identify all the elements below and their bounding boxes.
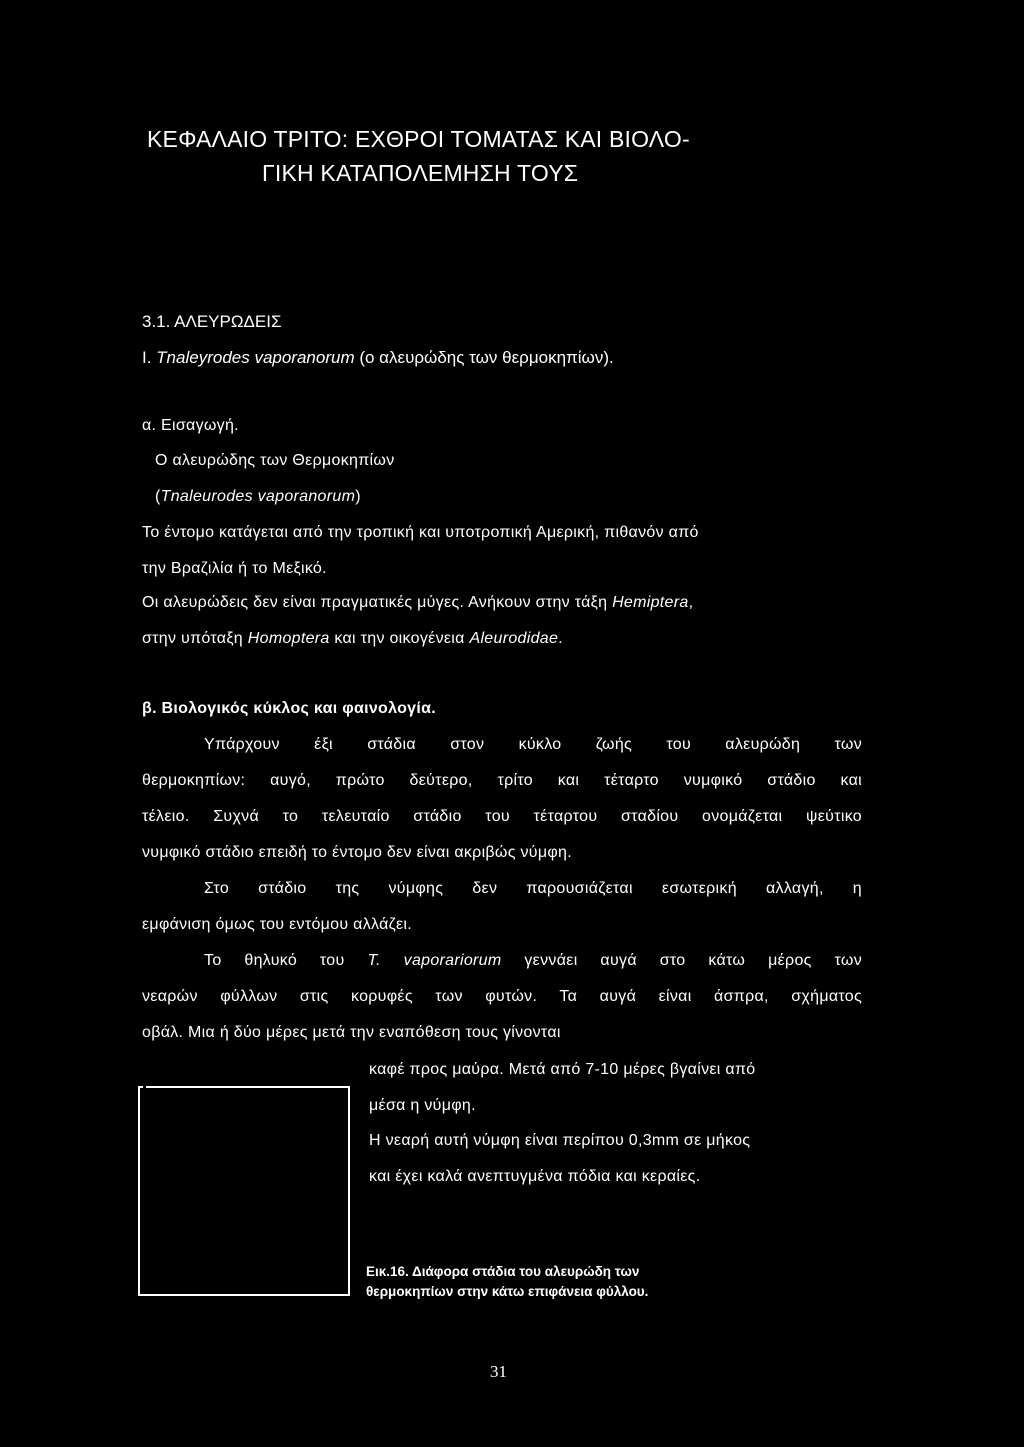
p3-line1-text: Το θηλυκό του — [204, 952, 368, 969]
order-name: Hemiptera — [612, 594, 689, 611]
biology-p3-line2: νεαρών φύλλων στις κορυφές των φυτών. Τα αυγά είναι άσπρα, σχήματος — [142, 988, 862, 1005]
intro-line6 — [142, 630, 563, 648]
biology-p3-line7: και έχει καλά ανεπτυγμένα πόδια και κεραίες. — [369, 1168, 701, 1185]
intro-line5 — [142, 594, 693, 612]
biology-p1-line1: Υπάρχουν έξι στάδια στον κύκλο ζωής του αλευρώδη των — [204, 736, 862, 753]
intro-line5-text: Οι αλευρώδεις δεν είναι πραγματικές μύγες. Ανήκουν στην τάξη — [142, 594, 613, 611]
biology-p2-line1: Στο στάδιο της νύμφης δεν παρουσιάζεται εσωτερική αλλαγή, η — [204, 880, 862, 897]
figure-caption-line2: θερμοκηπίων στην κάτω επιφάνεια φύλλου. — [366, 1284, 649, 1299]
intro-heading: α. Εισαγωγή. — [142, 417, 239, 434]
intro-line1: Ο αλευρώδης των Θερμοκηπίων — [155, 452, 395, 469]
biology-p2-line2: εμφάνιση όμως του εντόμου αλλάζει. — [142, 916, 413, 933]
biology-p3-line5: μέσα η νύμφη. — [369, 1097, 476, 1114]
biology-p3-line3: οβάλ. Μια ή δύο μέρες μετά την εναπόθεση τους γίνονται — [142, 1024, 561, 1041]
p3-line1-species: T. vaporariorum — [367, 952, 502, 969]
section-title: 3.1. ΑΛΕΥΡΩΔΕΙΣ — [142, 312, 282, 331]
intro-line6-text: στην υπόταξη — [142, 630, 248, 647]
subsection-suffix: (ο αλευρώδης των θερμοκηπίων). — [354, 348, 614, 367]
paren-open: ( — [155, 488, 161, 505]
suborder-name: Homoptera — [247, 630, 330, 647]
biology-p1-line4: νυμφικό στάδιο επειδή το έντομο δεν είναι ακριβώς νύμφη. — [142, 844, 572, 861]
intro-line2 — [155, 488, 361, 506]
paren-close: ) — [355, 488, 361, 505]
p3-line1-text2: γεννάει αυγά στο κάτω μέρος των — [501, 952, 863, 969]
family-name: Aleurodidae — [469, 630, 559, 647]
chapter-title-line1: ΚΕΦΑΛΑΙΟ ΤΡΙΤΟ: ΕΧΘΡΟΙ ΤΟΜΑΤΑΣ ΚΑΙ ΒΙΟΛΟ- — [147, 126, 690, 152]
figure-caption-line1: Εικ.16. Διάφορα στάδια του αλευρώδη των — [366, 1264, 640, 1279]
figure-frame-gap — [143, 1086, 146, 1186]
subsection-prefix: Ι. — [142, 348, 157, 367]
intro-line4: την Βραζιλία ή το Μεξικό. — [142, 560, 327, 577]
biology-p3-line6: Η νεαρή αυτή νύμφη είναι περίπου 0,3mm σε μήκος — [369, 1132, 751, 1149]
biology-heading: β. Βιολογικός κύκλος και φαινολογία. — [142, 700, 436, 717]
biology-p3-line4: καφέ προς μαύρα. Μετά από 7-10 μέρες βγαίνει από — [369, 1061, 756, 1078]
intro-line3: Το έντομο κατάγεται από την τροπική και υποτροπική Αμερική, πιθανόν από — [142, 524, 699, 541]
intro-line6-period: . — [558, 630, 563, 647]
intro-species: Tnaleurodes vaporanorum — [160, 488, 356, 505]
subsection-title — [142, 348, 614, 368]
biology-p1-line2: θερμοκηπίων: αυγό, πρώτο δεύτερο, τρίτο και τέταρτο νυμφικό στάδιο και — [142, 772, 862, 789]
subsection-species: Tnaleyrodes vaporanorum — [156, 348, 355, 367]
biology-p3-line1 — [204, 952, 862, 970]
page-number: 31 — [490, 1362, 507, 1381]
chapter-title-line2: ΓΙΚΗ ΚΑΤΑΠΟΛΕΜΗΣΗ ΤΟΥΣ — [262, 160, 579, 186]
biology-p1-line3: τέλειο. Συχνά το τελευταίο στάδιο του τέταρτου σταδίου ονομάζεται ψεύτικο — [142, 808, 862, 825]
intro-line5-comma: , — [688, 594, 694, 611]
intro-line6-text2: και την οικογένεια — [329, 630, 470, 647]
figure-image-frame — [138, 1086, 350, 1296]
